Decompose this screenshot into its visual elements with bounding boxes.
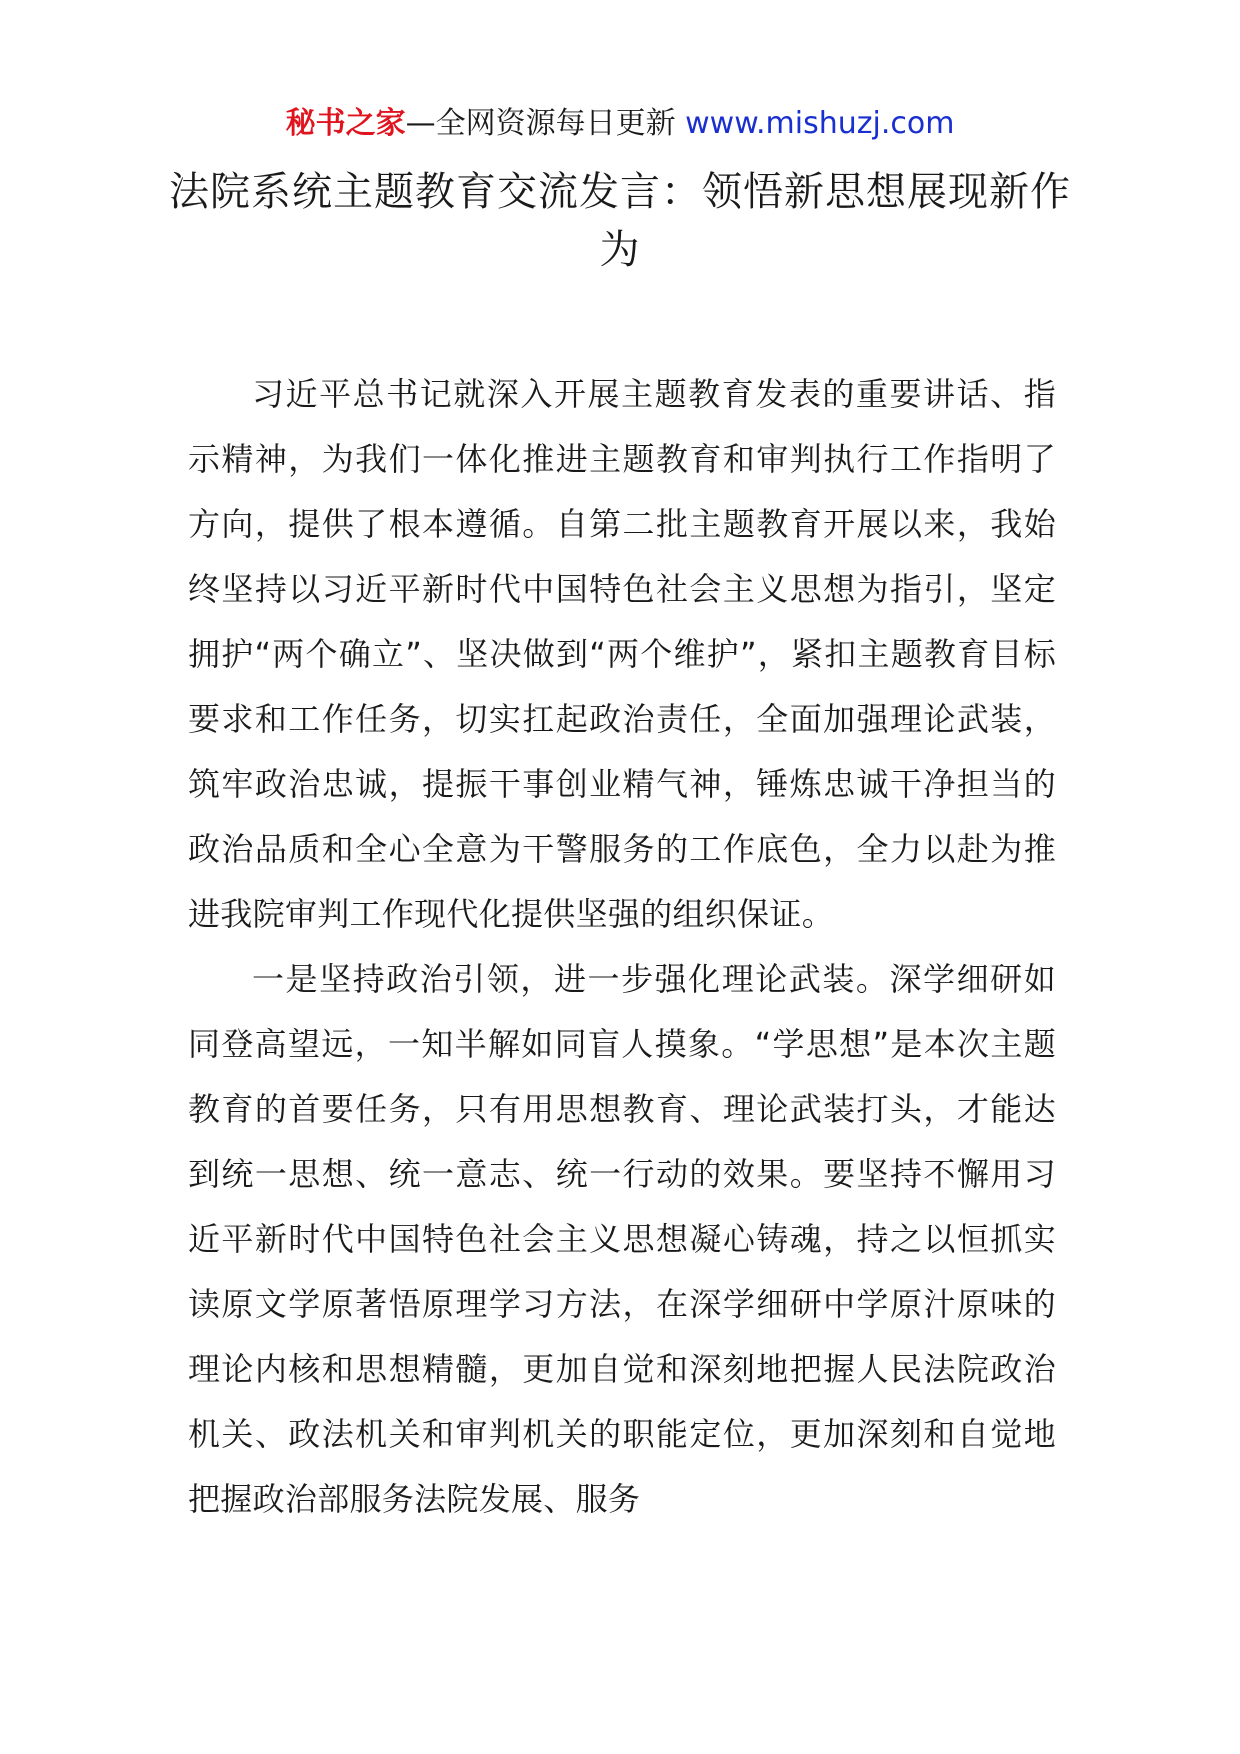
site-banner	[0, 104, 1240, 144]
paragraph-point-one: 一是坚持政治引领，进一步强化理论武装。深学细研如同登高望远，一知半解如同盲人摸象。“学思想”是本次主题教育的首要任务，只有用思想教育、理论武装打头，才能达到统一思想、统一意志、统一行动的效果。要坚持不懈用习近平新时代中国特色社会主义思想凝心铸魂，持之以恒抓实读原文学原著悟原理学习方法，在深学细研中学原汁原味的理论内核和思想精髓，更加自觉和深刻地把握人民法院政治机关、政法机关和审判机关的职能定位，更加深刻和自觉地把握政治部服务法院发展、服务	[188, 960, 1056, 1518]
site-url[interactable]: www.mishuzj.com	[685, 106, 955, 141]
document-body	[188, 362, 1056, 1532]
brand-name: 秘书之家	[285, 106, 406, 141]
document-title: 法院系统主题教育交流发言：领悟新思想展现新作为	[169, 169, 1071, 273]
banner-tagline: —全网资源每日更新	[405, 106, 686, 141]
paragraph-intro: 习近平总书记就深入开展主题教育发表的重要讲话、指示精神，为我们一体化推进主题教育和审判执行工作指明了方向，提供了根本遵循。自第二批主题教育开展以来，我始终坚持以习近平新时代中国特色社会主义思想为指引，坚定拥护“两个确立”、坚决做到“两个维护”，紧扣主题教育目标要求和工作任务，切实扛起政治责任，全面加强理论武装，筑牢政治忠诚，提振干事创业精气神，锤炼忠诚干净担当的政治品质和全心全意为干警服务的工作底色，全力以赴为推进我院审判工作现代化提供坚强的组织保证。	[188, 375, 1056, 933]
